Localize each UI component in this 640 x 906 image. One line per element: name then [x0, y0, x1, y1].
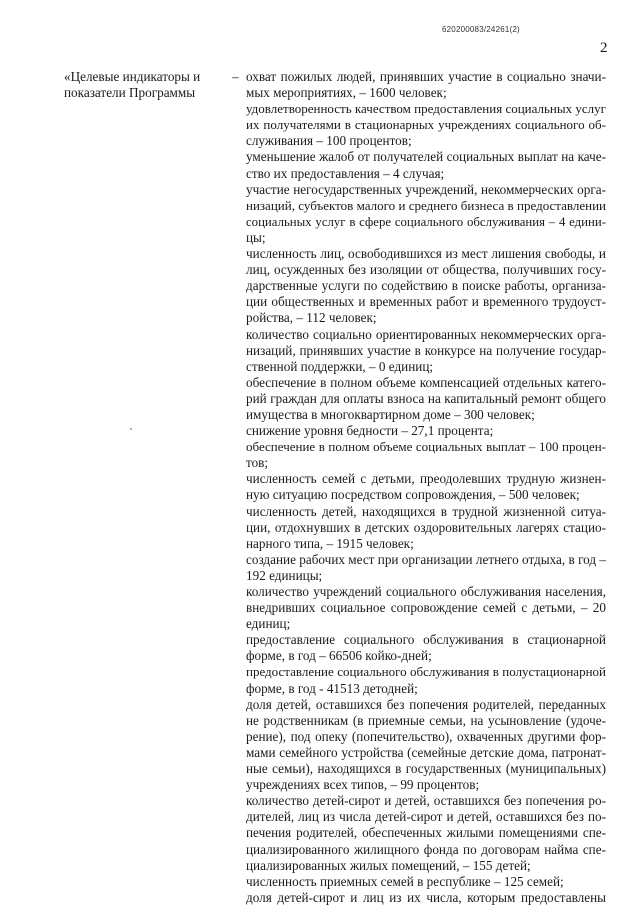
indicator-line: ную ситуацию посредством сопровождения, – 500 человек; [246, 487, 580, 503]
indicator-line: социальных услуг в сфере социального обслуживания – 4 едини- [246, 214, 606, 229]
indicator-line: доля детей, оставшихся без попечения родителей, переданных [246, 696, 606, 712]
indicator-line: циализированных жилых помещений, – 155 детей; [246, 857, 531, 873]
indicator-line: ции общественных и временных работ и временного трудоуст- [246, 294, 606, 310]
indicator-line: снижение уровня бедности – 27,1 процента; [246, 423, 494, 439]
indicator-line: форме, в год - 41513 детодней; [246, 680, 418, 696]
indicator-line: тов; [246, 455, 269, 471]
indicator-line: имущества в многоквартирном доме – 300 человек; [246, 406, 535, 422]
scan-speck [130, 428, 132, 430]
indicator-line: уменьшение жалоб от получателей социальных выплат на каче- [246, 149, 606, 165]
indicator-line: не родственникам (в приемные семьи, на усыновление (удоче- [246, 712, 606, 728]
indicator-line: цы; [246, 229, 266, 245]
indicator-line: низаций, субъектов малого и среднего бизнеса в предоставлении [246, 197, 606, 213]
indicator-line: циализированного жилищного фонда по договорам найма спе- [246, 841, 606, 857]
indicator-line: количество социально ориентированных некоммерческих орга- [246, 326, 606, 342]
indicator-line: предоставление социального обслуживания в стационарной [246, 632, 606, 648]
indicator-line: численность лиц, освободившихся из мест лишения свободы, и [246, 246, 606, 262]
indicator-line: удовлетворенность качеством предоставления социальных услуг [246, 101, 606, 117]
indicator-line: ции, отдохнувших в детских оздоровительных лагерях стацио- [246, 519, 606, 535]
indicator-line: рий граждан для оплаты взноса на капитальный ремонт общего [246, 390, 606, 406]
indicator-line: предоставление социального обслуживания в полустационарной [246, 664, 606, 680]
indicator-line: мых мероприятиях, – 1600 человек; [246, 85, 447, 101]
indicator-line: рение), под опеку (попечительство), охваченных другими фор- [246, 728, 606, 744]
indicator-line: их получателями в стационарных учреждениях социального об- [246, 117, 606, 133]
indicator-line: создание рабочих мест при организации летнего отдыха, в год – [246, 551, 606, 567]
indicator-line: количество учреждений социального обслуживания населения, [246, 584, 606, 599]
indicator-line: форме, в год – 66506 койко-дней; [246, 648, 432, 664]
indicator-line: внедривших социальное сопровождение семей с детьми, – 20 [246, 600, 606, 616]
indicator-line: ные семьи), находящихся в государственных (муниципальных) [246, 761, 606, 777]
indicator-line: нарного типа, – 1915 человек; [246, 535, 414, 551]
indicator-line: учреждениях всех типов, – 99 процентов; [246, 777, 480, 793]
indicator-line: ство их предоставления – 4 случая; [246, 165, 445, 181]
indicator-line: 192 единицы; [246, 567, 323, 583]
indicator-line: обеспечение в полном объеме компенсацией отдельных катего- [246, 374, 606, 390]
indicator-line: доля детей-сирот и лиц из их числа, которым предоставлены [246, 889, 606, 905]
indicator-line: единиц; [246, 616, 291, 632]
doc-code: 620200083/24261(2) [442, 25, 520, 34]
left-label: «Целевые индикаторы и показатели Программы [64, 69, 201, 101]
indicator-line: участие негосударственных учреждений, некоммерческих орга- [246, 181, 606, 197]
indicator-line: дителей, лиц из числа детей-сирот и детей, оставшихся без по- [246, 809, 606, 825]
indicator-line: дарственные услуги по содействию в поиске работы, организа- [246, 278, 606, 294]
indicator-line: лиц, осужденных без изоляции от общества, получивших госу- [246, 262, 606, 278]
indicator-line: обеспечение в полном объеме социальных выплат – 100 процен- [246, 439, 606, 455]
indicator-line: низаций, принявших участие в конкурсе на получение государ- [246, 342, 606, 358]
indicator-line: служивания – 100 процентов; [246, 133, 412, 149]
indicator-line: численность приемных семей в республике – 125 семей; [246, 873, 564, 889]
indicator-line: ственной поддержки, – 0 единиц; [246, 358, 434, 374]
indicators-list [246, 69, 606, 906]
indicator-line: количество детей-сирот и детей, оставшихся без попечения ро- [246, 793, 606, 809]
indicator-line: численность семей с детьми, преодолевших трудную жизнен- [246, 471, 606, 487]
dash: – [232, 69, 239, 84]
page-number: 2 [600, 40, 608, 56]
indicator-line: печения родителей, обеспеченных жилыми помещениями спе- [246, 825, 606, 841]
indicator-line: ройства, – 112 человек; [246, 310, 377, 326]
indicator-line: мами семейного устройства (семейные детские дома, патронат- [246, 744, 606, 760]
indicator-line: численность детей, находящихся в трудной жизненной ситуа- [246, 503, 606, 519]
indicator-line: охват пожилых людей, принявших участие в социально значи- [246, 69, 606, 84]
